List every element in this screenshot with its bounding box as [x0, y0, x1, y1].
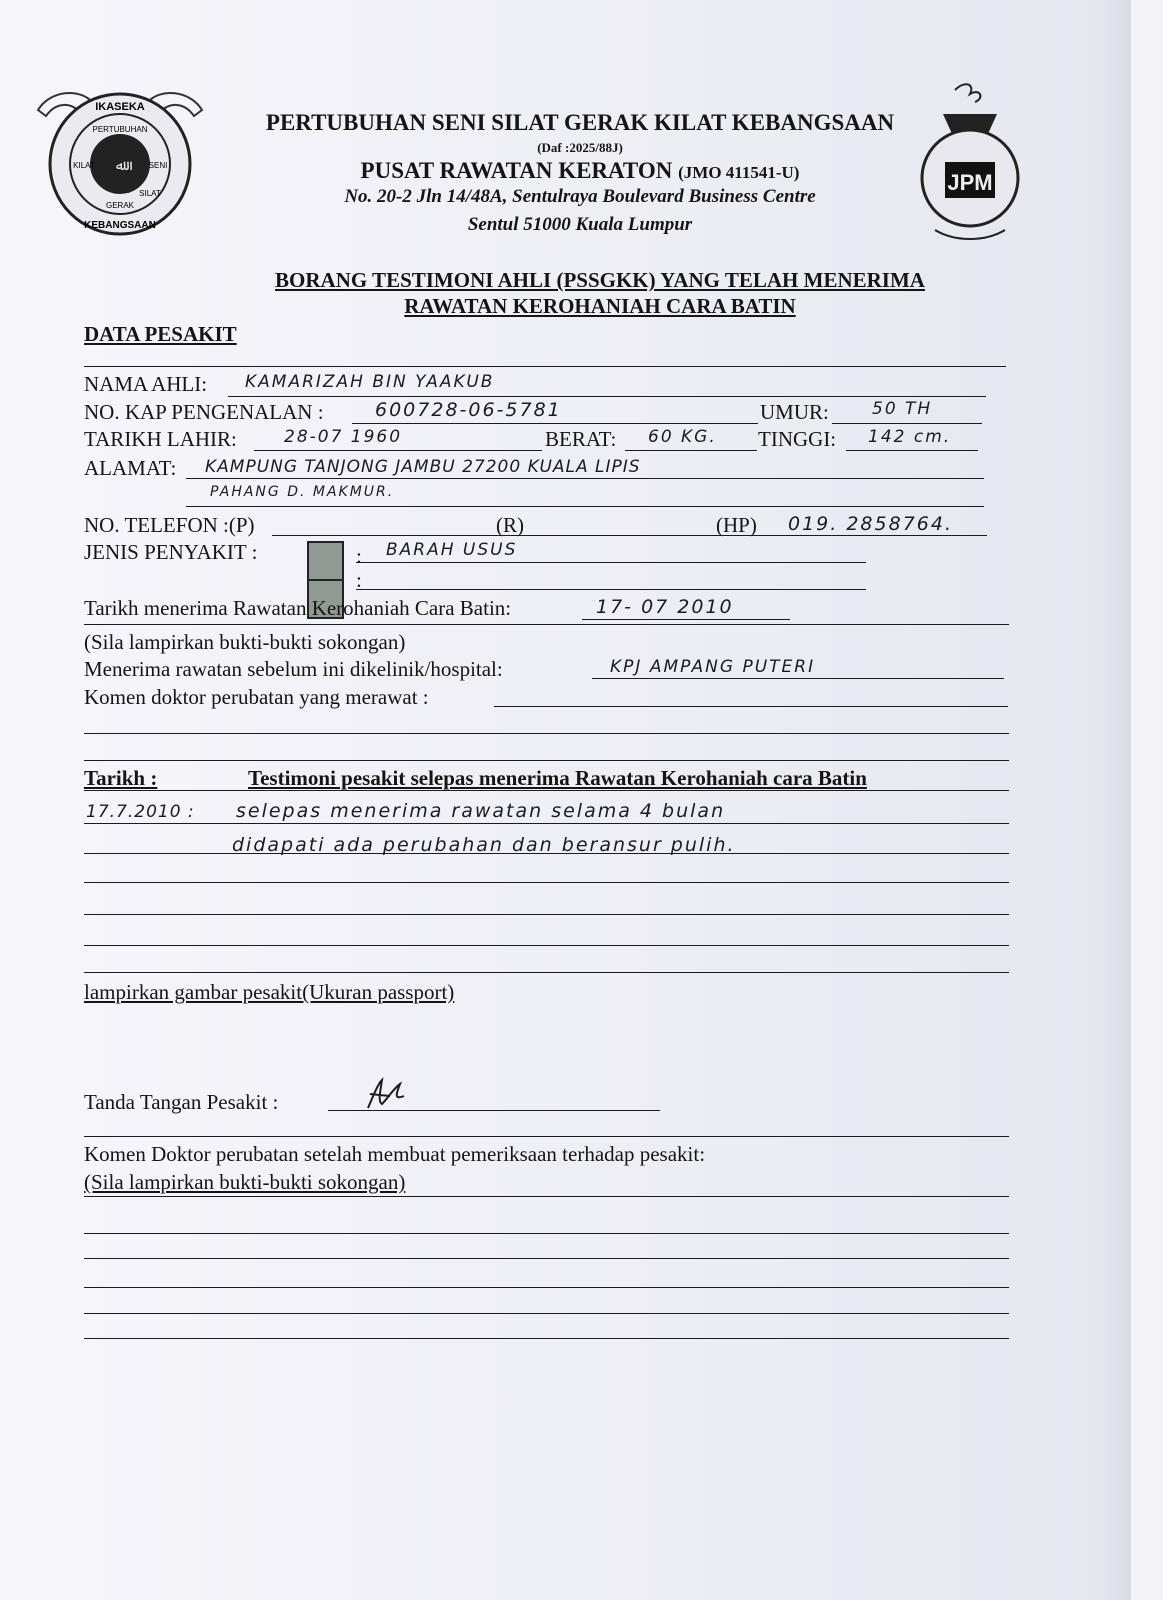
patient-signature[interactable]	[360, 1074, 420, 1114]
doctor-comment-label: Komen doktor perubatan yang merawat :	[84, 685, 429, 709]
prior-treatment-value[interactable]: KPJ AMPANG PUTERI	[610, 657, 816, 677]
address-label: ALAMAT:	[84, 456, 177, 480]
attach-note: (Sila lampirkan bukti-bukti sokongan)	[84, 630, 406, 654]
ic-label: NO. KAP PENGENALAN :	[84, 400, 324, 424]
illness-checkbox-1[interactable]	[307, 541, 344, 583]
logo-text-kilat: KILAT	[73, 161, 95, 170]
tarikh-label: Tarikh :	[84, 766, 158, 790]
testimony-heading: Testimoni pesakit selepas menerima Rawatan Kerohaniah cara Batin	[248, 766, 867, 790]
rule	[84, 945, 1009, 946]
rule	[84, 1196, 1009, 1197]
rule	[84, 1313, 1009, 1314]
illness-colon-2: :	[356, 568, 362, 592]
photo-note: lampirkan gambar pesakit(Ukuran passport)	[84, 980, 455, 1004]
testimony-value-2[interactable]: didapati ada perubahan dan beransur pulih.	[232, 834, 736, 856]
logo-text-ikaseka: IKASEKA	[95, 101, 145, 113]
illness-value[interactable]: BARAH USUS	[386, 540, 518, 560]
signature-label: Tanda Tangan Pesakit :	[84, 1090, 279, 1114]
dob-line	[254, 450, 542, 451]
treatment-date-value[interactable]: 17- 07 2010	[596, 596, 734, 618]
phone-label: NO. TELEFON :(P)	[84, 513, 255, 537]
address-line-2: Sentul 51000 Kuala Lumpur	[467, 214, 693, 235]
phone-hp-value[interactable]: 019. 2858764.	[788, 513, 954, 535]
weight-line	[625, 450, 757, 451]
org-name: PERTUBUHAN SENI SILAT GERAK KILAT KEBANGSAAN	[265, 110, 895, 135]
rule	[84, 972, 1009, 973]
rule	[84, 1338, 1009, 1339]
phone-r-label: (R)	[496, 513, 524, 537]
illness-line-1	[356, 562, 866, 563]
form-title-line-1: BORANG TESTIMONI AHLI (PSSGKK) YANG TELAH MENERIMA	[275, 268, 925, 292]
testimony-value-1[interactable]: selepas menerima rawatan selama 4 bulan	[236, 800, 726, 822]
rule	[84, 1287, 1009, 1288]
rule	[84, 366, 1006, 367]
illness-colon-1: :	[356, 544, 362, 568]
doctor-comment-line	[494, 706, 1008, 707]
logo-text-gerak: GERAK	[105, 201, 135, 210]
rule	[84, 760, 1009, 761]
dob-label: TARIKH LAHIR:	[84, 427, 237, 451]
prior-treatment-line	[592, 678, 1004, 679]
logo-text-pertubuhan: PERTUBUHAN	[92, 125, 148, 134]
rule	[84, 1258, 1009, 1259]
name-value[interactable]: KAMARIZAH BIN YAAKUB	[245, 372, 495, 392]
form-title-line-2: RAWATAN KEROHANIAH CARA BATIN	[404, 294, 796, 318]
address-line-1-rule	[186, 478, 984, 479]
address-value-1[interactable]: KAMPUNG TANJONG JAMBU 27200 KUALA LIPIS	[205, 457, 641, 477]
name-line	[228, 396, 986, 397]
logo-text-kebangsaan: KEBANGSAAN	[84, 220, 156, 231]
centre-name	[180, 158, 980, 184]
rule	[84, 882, 1009, 883]
rule	[84, 733, 1009, 734]
rule	[84, 1233, 1009, 1234]
age-label: UMUR:	[760, 400, 829, 424]
ic-value[interactable]: 600728-06-5781	[375, 399, 562, 421]
address-value-2[interactable]: PAHANG D. MAKMUR.	[210, 484, 395, 500]
age-line	[832, 423, 982, 424]
section-patient-data: DATA PESAKIT	[84, 322, 237, 346]
logo-text-seni: SENI	[148, 161, 168, 170]
centre-name-text: PUSAT RAWATAN KERATON	[360, 158, 673, 183]
weight-value[interactable]: 60 KG.	[648, 427, 717, 447]
address-line-2-rule	[186, 506, 984, 507]
testimony-date-value[interactable]: 17.7.2010 :	[86, 802, 195, 822]
treatment-date-label: Tarikh menerima Rawatan Kerohaniah Cara Batin:	[84, 596, 512, 620]
centre-code: (JMO 411541-U)	[678, 163, 800, 182]
ic-line	[352, 423, 758, 424]
org-registration: (Daf :2025/88J)	[537, 140, 623, 155]
jpm-logo-text: JPM	[947, 170, 993, 195]
phone-hp-label: (HP)	[716, 513, 757, 537]
svg-text:ﷲ: ﷲ	[115, 158, 125, 174]
doctor-after-label: Komen Doktor perubatan setelah membuat pemeriksaan terhadap pesakit:	[84, 1142, 706, 1166]
address-line-1: No. 20-2 Jln 14/48A, Sentulraya Boulevard Business Centre	[344, 186, 816, 207]
illness-line-2	[356, 589, 866, 590]
rule	[84, 914, 1009, 915]
rule	[84, 790, 1009, 791]
attach-note-2: (Sila lampirkan bukti-bukti sokongan)	[84, 1170, 406, 1194]
phone-line	[272, 535, 987, 536]
illness-label: JENIS PENYAKIT :	[84, 540, 258, 564]
rule	[84, 823, 1009, 824]
weight-label: BERAT:	[545, 427, 617, 451]
height-value[interactable]: 142 cm.	[868, 427, 952, 447]
rule	[84, 1136, 1009, 1137]
height-line	[846, 450, 978, 451]
prior-treatment-label: Menerima rawatan sebelum ini dikelinik/hospital:	[84, 657, 503, 681]
height-label: TINGGI:	[758, 427, 837, 451]
rule	[84, 624, 1009, 625]
name-label: NAMA AHLI:	[84, 372, 208, 396]
logo-text-silat: SILAT	[139, 189, 161, 198]
rule	[84, 853, 1009, 854]
treatment-date-line	[582, 619, 790, 620]
age-value[interactable]: 50 TH	[872, 399, 933, 419]
dob-value[interactable]: 28-07 1960	[284, 427, 403, 447]
